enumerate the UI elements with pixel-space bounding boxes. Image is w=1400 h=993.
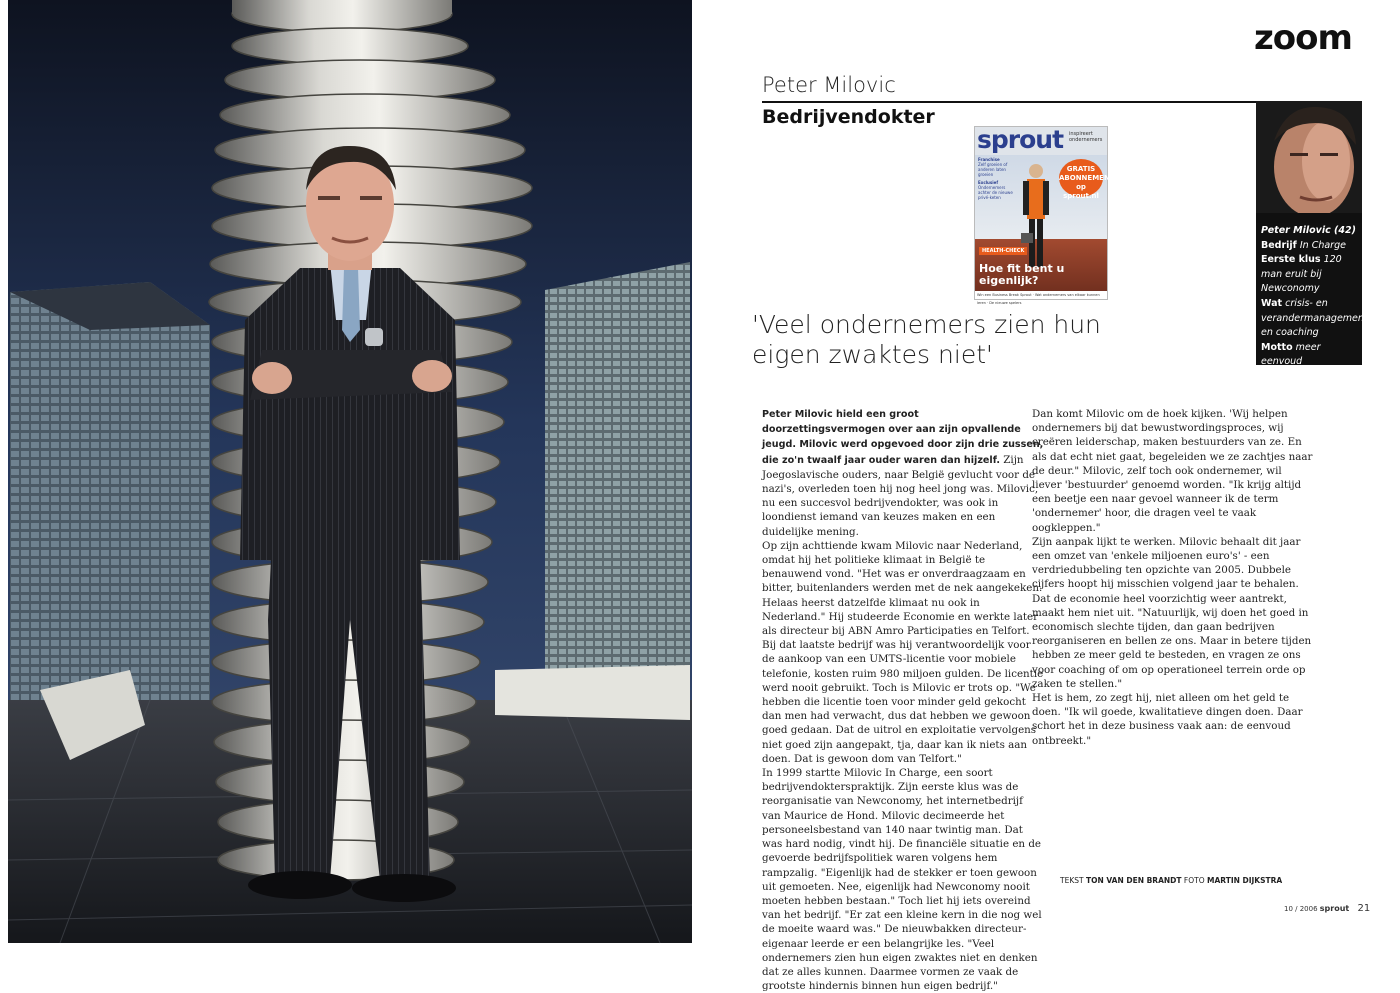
cover-sidebar	[978, 157, 1014, 200]
fact-row	[1261, 370, 1357, 399]
folio-brand: sprout	[1319, 904, 1350, 913]
fact-value: In Charge	[1299, 239, 1346, 251]
section-label: zoom	[1254, 18, 1352, 58]
fact-row	[1261, 341, 1357, 370]
cover-headline: Hoe fit bent u eigenlijk?	[979, 262, 1065, 287]
page-number: 21	[1357, 903, 1371, 914]
portrait-photo	[0, 0, 692, 943]
fact-box-heading: Peter Milovic (42)	[1261, 225, 1356, 236]
cover-sidebar-line: Zelf groeien of anderen laten groeien	[978, 162, 1008, 177]
fact-value: meer eenvoud	[1261, 341, 1321, 368]
cover-sidebar-line: Exclusief	[978, 180, 999, 185]
fact-row	[1261, 239, 1357, 254]
body-paragraph: In 1999 startte Milovic In Charge, een soort bedrijvendokterspraktijk. Zijn eerste klus was de reorganisatie van Newconomy, het internetbedrijf van Maurice de Hond. Milovic decimeerde het personeelsbestand van 140 naar twintig man. Dat was hard nodig, vindt hij. De financiële situatie en de gevoerde bedrijfspolitiek waren volgens hem rampzalig. "Eigenlijk had de stekker er toen gewoon uit gemoeten. Nee, eigenlijk had Newconomy nooit moeten hebben bestaan." Toch liet hij iets overeind van het bedrijf. "Er zat een kleine kern in die nog wel de moeite waard was." De nieuwbakken directeur-eigenaar leerde er een belangrijke les. "Veel ondernemers zien hun eigen zwaktes niet en denken dat ze alles kunnen. Daarmee vormen ze vaak de grootste hindernis binnen hun eigen bedrijf."	[762, 767, 1042, 993]
fact-label: Bedrijf	[1261, 239, 1297, 251]
body-paragraph	[762, 407, 1044, 539]
body-paragraph: Het is hem, zo zegt hij, niet alleen om het geld te doen. "Ik wil goede, kwalitatieve dingen doen. Daar schort het in deze business vaak aan: de eenvoud ontbreekt."	[1032, 692, 1303, 747]
photo-label: FOTO	[1183, 876, 1205, 885]
body-column-2	[1032, 407, 1314, 748]
pull-quote: 'Veel ondernemers zien hun eigen zwaktes niet'	[752, 310, 1101, 369]
body-paragraph: Dan komt Milovic om de hoek kijken. 'Wij helpen ondernemers bij dat bewustwordingsproces, wij creëren leiderschap, maken bestuurders van ze. En als dat echt niet gaat, begeleiden we ze zachtjes naar de deur." Milovic, zelf toch ook ondernemer, wil liever 'bestuurder' genoemd worden. "Ik krijg altijd een beetje een naar gevoel wanneer ik de term 'ondernemer' hoor, die dragen veel te vaak oogkleppen."	[1032, 408, 1313, 534]
body-text: Zijn Joegoslavische ouders, naar België gevlucht voor de nazi's, overleden toen hij nog heel jong was. Milovic, nu een succesvol bedrijvendokter, was ook in loondienst iemand van keuzes maken en een duidelijke mening.	[762, 453, 1039, 538]
headshot-photo	[1256, 101, 1362, 223]
issue-date: 10 / 2006	[1284, 905, 1318, 913]
fact-value: crisis- en verandermanagement en coaching	[1261, 297, 1368, 339]
body-paragraph: Zijn aanpak lijkt te werken. Milovic behaalt dit jaar een omzet van 'enkele miljoenen euro's' - een verdriedubbeling ten opzichte van 2005. Dubbele cijfers hoopt hij misschien volgend jaar te behalen. Dat de economie heel voorzichtig weer aantrekt, maakt hem niet uit. "Natuurlijk, wij doen het goed in economisch slechte tijden, dan gaan bedrijven reorganiseren en bellen ze ons. Maar in betere tijden hebben ze meer geld te besteden, en vragen ze ons voor coaching of om op operationeel terrein orde op zaken te stellen."	[1032, 535, 1312, 690]
fact-label: Motto	[1261, 341, 1293, 353]
cover-sidebar-line: Franchise	[978, 157, 1000, 162]
cover-title: sprout	[977, 125, 1064, 154]
lead-paragraph: Peter Milovic hield een groot doorzettingsvermogen over aan zijn opvallende jeugd. Milovic werd opgevoed door zijn drie zussen, die zo'n twaalf jaar ouder waren dan hijzelf.	[762, 409, 1044, 466]
cover-sidebar-line: Ondernemers achter de nieuwe privé-keten	[978, 185, 1013, 200]
cover-footer: Win een Business Break Sprout · Wat ondernemers van elkaar kunnen leren · De nieuwe spelers	[975, 291, 1107, 299]
fact-value: 120 man eruit bij Newconomy	[1261, 254, 1342, 295]
fact-row	[1261, 297, 1368, 341]
fact-value: vakbonden	[1261, 385, 1314, 397]
cover-tag: HEALTH-CHECK	[979, 247, 1027, 255]
cover-subtitle: inspireert ondernemers	[1069, 131, 1103, 143]
fact-row	[1261, 253, 1357, 297]
writer-name: TON VAN DEN BRANDT	[1085, 876, 1182, 885]
photographer-name: MARTIN DIJKSTRA	[1207, 876, 1283, 885]
fact-box	[1256, 223, 1368, 397]
fact-label: Eerste klus	[1261, 254, 1321, 266]
article-subject-name: Peter Milovic	[762, 73, 896, 97]
text-label: TEKST	[1060, 876, 1084, 885]
fact-label: Wat	[1261, 297, 1283, 309]
byline	[1060, 876, 1282, 885]
body-paragraph: Op zijn achttiende kwam Milovic naar Nederland, omdat hij het politieke klimaat in België te benauwend vond. "Het was er onverdraagzaam en bitter, buitenlanders werden met de nek aangekeken. Helaas heerst datzelfde klimaat nu ook in Nederland." Hij studeerde Economie en werkte later als directeur bij ABN Amro Participaties en Telfort.	[762, 539, 1043, 638]
body-column-1	[762, 407, 1044, 993]
body-paragraph: Bij dat laatste bedrijf was hij verantwoordelijk voor de aankoop van een UMTS-licentie voor mobiele telefonie, kosten ruim 980 miljoen gulden. De licentie werd nooit gebruikt. Toch is Milovic er trots op. "We hebben die licentie toen voor minder geld gekocht dan men had verwacht, dus dat hebben we gewoon goed gedaan. Dat de uitrol en exploitatie vervolgens niet goed zijn aangepakt, tja, daar kan ik niets aan doen. Dat is gewoon dom van Telfort."	[762, 639, 1044, 765]
page-folio	[1284, 903, 1370, 914]
article-title: Bedrijvendokter	[762, 106, 935, 128]
cover-promo-burst: GRATIS ABONNEMENT op sprout.nl	[1059, 159, 1103, 197]
fact-label: Hekel aan	[1261, 370, 1315, 382]
magazine-cover	[974, 125, 1115, 305]
